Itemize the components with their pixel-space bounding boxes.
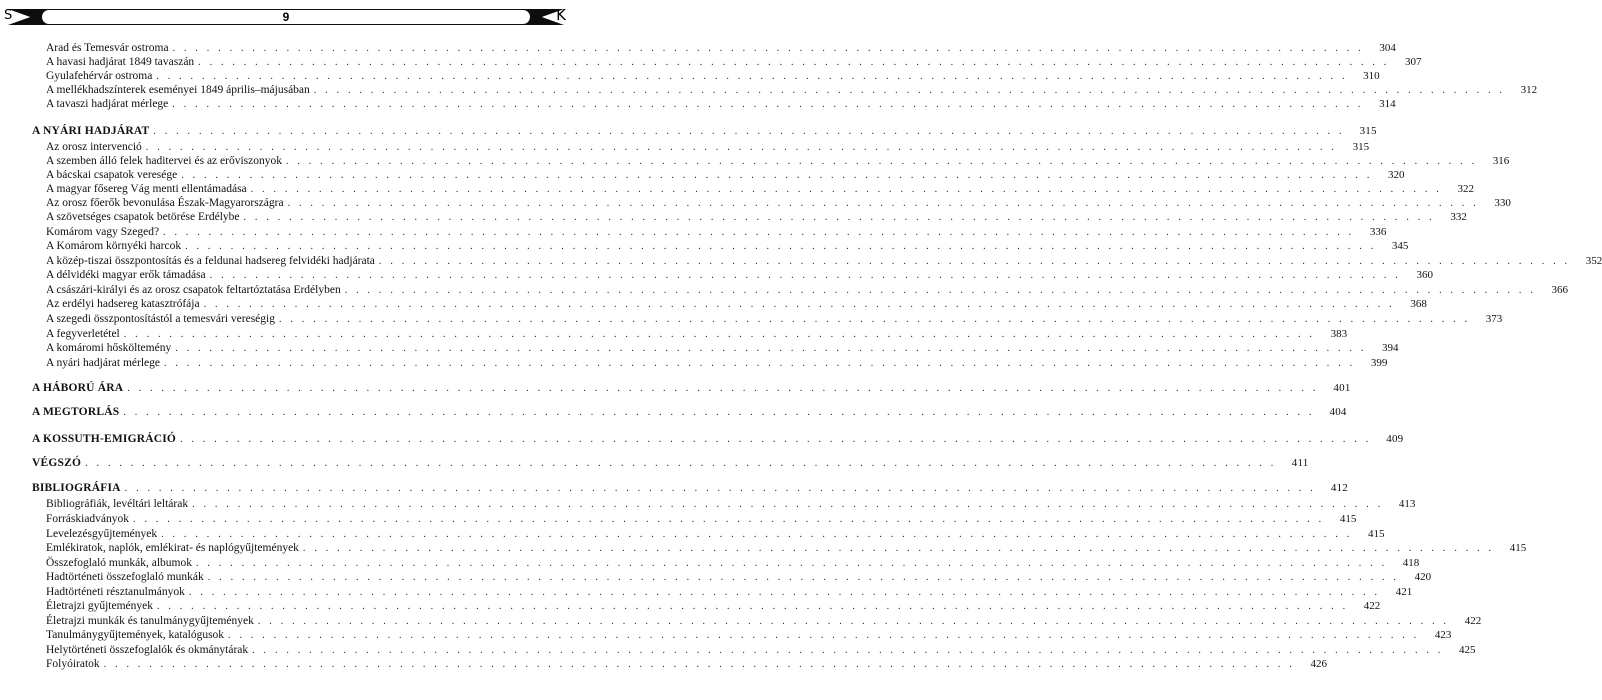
toc-entry bbox=[0, 541, 1527, 555]
dot-leader bbox=[345, 284, 1536, 298]
toc-entry-title: Az orosz főerők bevonulása Észak-Magyarországra bbox=[46, 197, 284, 209]
dot-leader bbox=[157, 600, 1348, 614]
dot-leader bbox=[161, 528, 1352, 542]
toc-page-number: 352 bbox=[1585, 255, 1602, 267]
toc-section bbox=[0, 481, 1348, 495]
toc-page-number: 415 bbox=[1339, 513, 1357, 525]
toc-entry bbox=[0, 556, 1420, 570]
dot-leader bbox=[123, 406, 1314, 420]
dot-leader bbox=[258, 615, 1449, 629]
toc-entry bbox=[0, 628, 1452, 642]
dot-leader bbox=[204, 298, 1395, 312]
dot-leader bbox=[124, 328, 1315, 342]
toc-entry-title: Életrajzi gyűjtemények bbox=[46, 600, 153, 612]
toc-entry-title: A szemben álló felek haditervei és az erőviszonyok bbox=[46, 155, 282, 167]
toc-entry bbox=[0, 312, 1503, 326]
dot-leader bbox=[153, 125, 1344, 139]
toc-page-number: 413 bbox=[1398, 498, 1416, 510]
toc-entry-title: Az orosz intervenció bbox=[46, 141, 142, 153]
toc-page-number: 394 bbox=[1382, 342, 1399, 354]
toc-section bbox=[0, 124, 1377, 138]
toc-entry bbox=[0, 327, 1348, 341]
dot-leader bbox=[146, 141, 1337, 155]
toc-section bbox=[0, 456, 1309, 470]
toc-entry-title: A tavaszi hadjárat mérlege bbox=[46, 98, 169, 110]
toc-entry bbox=[0, 254, 1602, 268]
toc-page-number: 316 bbox=[1492, 155, 1510, 167]
toc-entry-title: Az erdélyi hadsereg katasztrófája bbox=[46, 298, 200, 310]
dot-leader bbox=[163, 226, 1354, 240]
toc-entry-title: A délvidéki magyar erők támadása bbox=[46, 269, 206, 281]
toc-page-number: 320 bbox=[1388, 169, 1405, 181]
toc-page-number: 312 bbox=[1520, 84, 1538, 96]
toc-entry-title: A MEGTORLÁS bbox=[32, 406, 120, 418]
toc-entry bbox=[0, 154, 1510, 168]
dot-leader bbox=[173, 42, 1364, 56]
toc-page-number: 422 bbox=[1363, 600, 1381, 612]
toc-page-number: 315 bbox=[1359, 125, 1377, 137]
toc-section bbox=[0, 432, 1404, 446]
toc-page-number: 423 bbox=[1434, 629, 1452, 641]
toc-entry-title: Emlékiratok, naplók, emlékirat- és naplógyűjtemények bbox=[46, 542, 299, 554]
dot-leader bbox=[244, 211, 1435, 225]
toc-page-number: 310 bbox=[1363, 70, 1380, 82]
dot-leader bbox=[180, 433, 1371, 447]
toc-page-number: 330 bbox=[1494, 197, 1511, 209]
toc-entry bbox=[0, 283, 1569, 297]
toc-page-number: 415 bbox=[1367, 528, 1385, 540]
toc-entry bbox=[0, 196, 1511, 210]
toc-entry bbox=[0, 356, 1388, 370]
dot-leader bbox=[303, 542, 1494, 556]
toc-page-number: 401 bbox=[1333, 382, 1351, 394]
dot-leader bbox=[156, 70, 1347, 84]
dot-leader bbox=[127, 382, 1318, 396]
toc-entry bbox=[0, 657, 1327, 671]
toc-entry bbox=[0, 97, 1396, 111]
toc-page-number: 415 bbox=[1509, 542, 1527, 554]
page-number: 9 bbox=[282, 10, 290, 24]
toc-entry-title: Bibliográfiák, levéltári leltárak bbox=[46, 498, 189, 510]
toc-entry bbox=[0, 643, 1476, 657]
header-mark-left: S bbox=[4, 8, 13, 23]
toc-entry bbox=[0, 297, 1427, 311]
toc-entry-title: A szegedi összpontosítástól a temesvári vereségig bbox=[46, 313, 275, 325]
toc-page-number: 411 bbox=[1291, 457, 1309, 469]
toc-entry-title: A mellékhadszínterek eseményei 1849 április–májusában bbox=[46, 84, 310, 96]
toc-page-number: 383 bbox=[1330, 328, 1348, 340]
toc-entry-title: A nyári hadjárat mérlege bbox=[46, 357, 160, 369]
toc-entry bbox=[0, 497, 1416, 511]
dot-leader bbox=[314, 84, 1505, 98]
toc-entry-title: A császári-királyi és az orosz csapatok feltartóztatása Erdélyben bbox=[46, 284, 341, 296]
toc-entry bbox=[0, 55, 1422, 69]
toc-entry bbox=[0, 585, 1413, 599]
dot-leader bbox=[125, 482, 1316, 496]
dot-leader bbox=[198, 56, 1389, 70]
toc-entry-title: Gyulafehérvár ostroma bbox=[46, 70, 153, 82]
toc-entry bbox=[0, 268, 1433, 282]
toc-page-number: 404 bbox=[1329, 406, 1347, 418]
toc-entry-title: VÉGSZÓ bbox=[32, 457, 82, 469]
dot-leader bbox=[251, 183, 1442, 197]
toc-entry-title: Arad és Temesvár ostroma bbox=[46, 42, 169, 54]
toc-entry bbox=[0, 512, 1357, 526]
toc-entry-title: Hadtörténeti összefoglaló munkák bbox=[46, 571, 204, 583]
toc-entry bbox=[0, 527, 1385, 541]
toc-page-number: 409 bbox=[1386, 433, 1404, 445]
dot-leader bbox=[164, 357, 1355, 371]
toc-entry bbox=[0, 69, 1380, 83]
toc-entry bbox=[0, 168, 1405, 182]
toc-page-number: 418 bbox=[1402, 557, 1420, 569]
dot-leader bbox=[192, 498, 1383, 512]
toc-entry-title: A szövetséges csapatok betörése Erdélybe bbox=[46, 211, 240, 223]
dot-leader bbox=[133, 513, 1324, 527]
toc-page-number: 322 bbox=[1457, 183, 1474, 195]
toc-entry bbox=[0, 341, 1399, 355]
toc-entry bbox=[0, 599, 1381, 613]
toc-entry-title: Életrajzi munkák és tanulmánygyűjtemények bbox=[46, 615, 254, 627]
toc-entry-title: A közép-tiszai összpontosítás és a feldunai hadsereg felvidéki hadjárata bbox=[46, 255, 375, 267]
toc-page-number: 304 bbox=[1379, 42, 1396, 54]
toc-entry bbox=[0, 239, 1409, 253]
toc-entry-title: A magyar fősereg Vág menti ellentámadása bbox=[46, 183, 247, 195]
dot-leader bbox=[288, 197, 1479, 211]
toc-entry-title: Összefoglaló munkák, albumok bbox=[46, 557, 192, 569]
toc-entry-title: Helytörténeti összefoglalók és okmánytárak bbox=[46, 644, 249, 656]
toc-entry-title: Folyóiratok bbox=[46, 658, 100, 670]
dot-leader bbox=[208, 571, 1399, 585]
toc-page-number: 421 bbox=[1395, 586, 1413, 598]
toc-entry-title: A HÁBORÚ ÁRA bbox=[32, 382, 124, 394]
toc-entry-title: Hadtörténeti résztanulmányok bbox=[46, 586, 185, 598]
toc-page-number: 307 bbox=[1404, 56, 1422, 68]
dot-leader bbox=[379, 255, 1570, 269]
toc-page-number: 422 bbox=[1464, 615, 1482, 627]
toc-entry-title: Komárom vagy Szeged? bbox=[46, 226, 160, 238]
dot-leader bbox=[210, 269, 1401, 283]
toc-page-number: 368 bbox=[1410, 298, 1427, 310]
dot-leader bbox=[175, 342, 1366, 356]
toc-page-number: 426 bbox=[1310, 658, 1327, 670]
dot-leader bbox=[104, 658, 1295, 672]
toc-entry-title: A komáromi hősköltemény bbox=[46, 342, 172, 354]
toc-section bbox=[0, 405, 1347, 419]
toc-page-number: 315 bbox=[1352, 141, 1370, 153]
toc-page-number: 336 bbox=[1369, 226, 1387, 238]
toc-section bbox=[0, 381, 1351, 395]
toc-entry bbox=[0, 83, 1538, 97]
toc-page-number: 360 bbox=[1416, 269, 1433, 281]
toc-entry bbox=[0, 182, 1474, 196]
toc-page-number: 345 bbox=[1391, 240, 1409, 252]
toc-entry-title: A KOSSUTH-EMIGRÁCIÓ bbox=[32, 433, 177, 445]
toc-entry bbox=[0, 225, 1387, 239]
dot-leader bbox=[181, 169, 1372, 183]
toc-page-number: 366 bbox=[1551, 284, 1569, 296]
toc-entry bbox=[0, 210, 1467, 224]
toc-entry-title: A havasi hadjárat 1849 tavaszán bbox=[46, 56, 195, 68]
toc-entry-title: Tanulmánygyűjtemények, katalógusok bbox=[46, 629, 225, 641]
toc-entry-title: A bácskai csapatok veresége bbox=[46, 169, 178, 181]
toc-page-number: 332 bbox=[1450, 211, 1467, 223]
toc-entry-title: A fegyverletétel bbox=[46, 328, 120, 340]
toc-entry bbox=[0, 41, 1396, 55]
toc-page-number: 412 bbox=[1330, 482, 1348, 494]
dot-leader bbox=[185, 240, 1376, 254]
toc-entry-title: A Komárom környéki harcok bbox=[46, 240, 182, 252]
toc-entry bbox=[0, 614, 1482, 628]
toc-page-number: 314 bbox=[1379, 98, 1396, 110]
toc-entry bbox=[0, 570, 1432, 584]
dot-leader bbox=[172, 98, 1363, 112]
dot-leader bbox=[189, 586, 1380, 600]
toc-page-number: 420 bbox=[1414, 571, 1432, 583]
dot-leader bbox=[228, 629, 1419, 643]
toc-entry-title: Forráskiadványok bbox=[46, 513, 130, 525]
dot-leader bbox=[85, 457, 1276, 471]
dot-leader bbox=[286, 155, 1477, 169]
toc-page-number: 373 bbox=[1485, 313, 1503, 325]
toc-entry-title: BIBLIOGRÁFIA bbox=[32, 482, 121, 494]
dot-leader bbox=[196, 557, 1387, 571]
dot-leader bbox=[252, 644, 1443, 658]
toc-entry bbox=[0, 140, 1370, 154]
toc-page-number: 399 bbox=[1370, 357, 1388, 369]
dot-leader bbox=[279, 313, 1470, 327]
toc-entry-title: Levelezésgyűjtemények bbox=[46, 528, 158, 540]
toc-entry-title: A NYÁRI HADJÁRAT bbox=[32, 125, 150, 137]
header-mark-right: K bbox=[556, 6, 566, 24]
toc-page-number: 425 bbox=[1458, 644, 1476, 656]
